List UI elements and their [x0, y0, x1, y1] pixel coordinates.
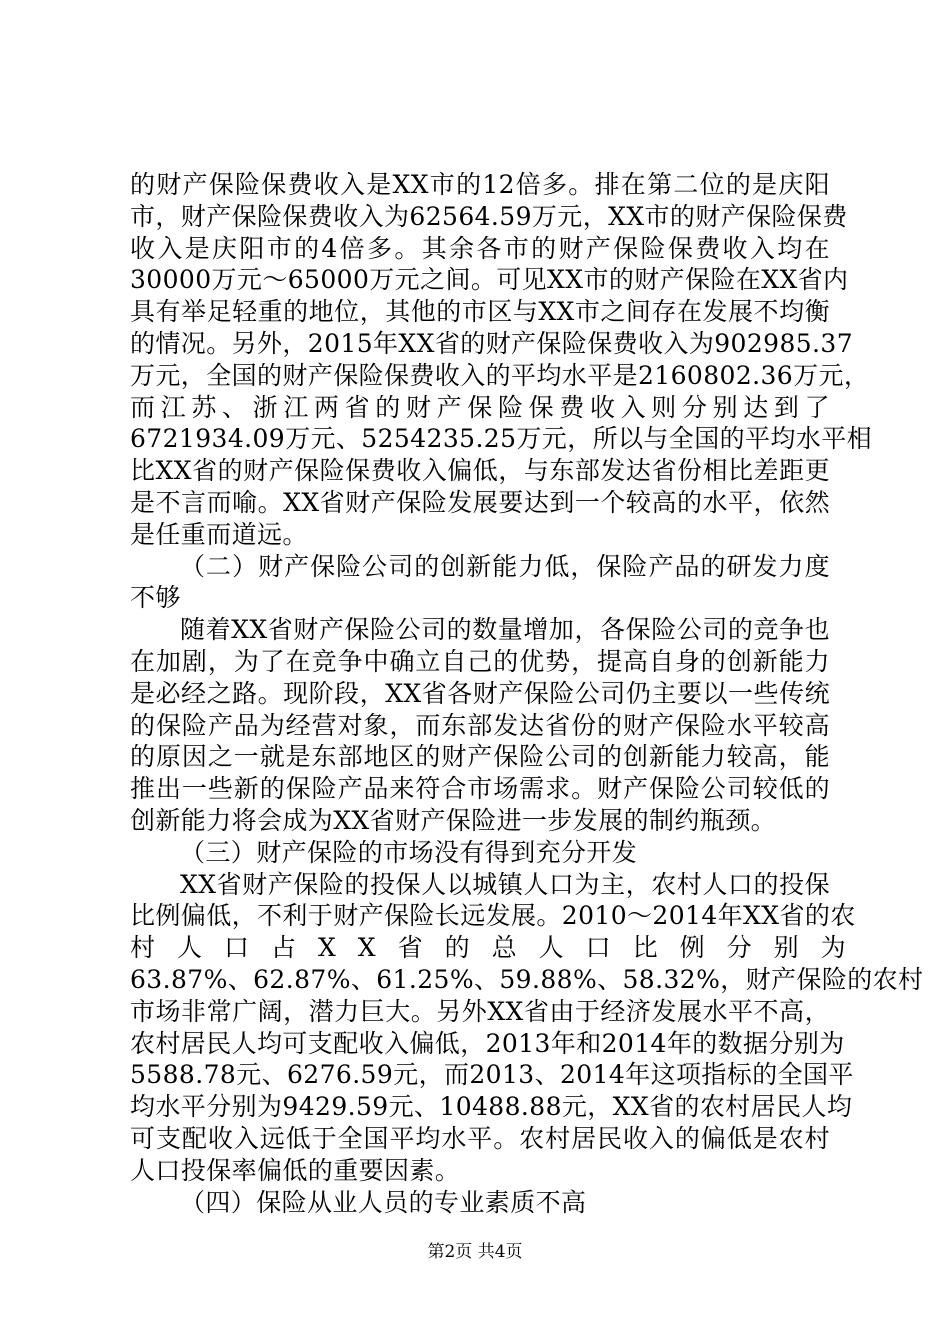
- paragraph-line: 的原因之一就是东部地区的财产保险公司的创新能力较高，能: [130, 742, 830, 772]
- paragraph-line: 均水平分别为9429.59元、10488.88元，XX省的农村居民人均: [130, 1092, 853, 1122]
- section-heading: （四）保险从业人员的专业素质不高: [180, 1187, 587, 1217]
- page-footer: 第2页 共4页: [427, 1242, 523, 1262]
- paragraph-line: 而江苏、浙江两省的财产保险保费收入则分别达到了: [130, 392, 830, 422]
- paragraph-line: 具有举足轻重的地位，其他的市区与XX市之间存在发展不均衡: [130, 297, 830, 327]
- paragraph-line: 是任重而道远。: [130, 519, 308, 549]
- paragraph-line: 比例偏低，不利于财产保险长远发展。2010～2014年XX省的农: [130, 901, 856, 931]
- paragraph-line: 万元，全国的财产保险保费收入的平均水平是2160802.36万元，: [130, 360, 870, 390]
- paragraph-line: 村人口占XX省的总人口比例分别为: [130, 933, 868, 963]
- paragraph-line: 创新能力将会成为XX省财产保险进一步发展的制约瓶颈。: [130, 806, 776, 835]
- paragraph-line: 是必经之路。现阶段，XX省各财产保险公司仍主要以一些传统: [130, 678, 830, 708]
- paragraph-line: 市，财产保险保费收入为62564.59万元，XX市的财产保险保费: [130, 201, 848, 231]
- paragraph-line: 市场非常广阔，潜力巨大。另外XX省由于经济发展水平不高，: [130, 996, 830, 1026]
- section-heading: （二）财产保险公司的创新能力低，保险产品的研发力度: [180, 551, 830, 581]
- paragraph-line: 可支配收入远低于全国平均水平。农村居民收入的偏低是农村: [130, 1124, 830, 1153]
- paragraph-line: 随着XX省财产保险公司的数量增加，各保险公司的竞争也: [180, 615, 830, 645]
- paragraph-line: 人口投保率偏低的重要因素。: [130, 1155, 461, 1185]
- section-heading: （三）财产保险的市场没有得到充分开发: [180, 837, 638, 867]
- paragraph-line: 的情况。另外，2015年XX省的财产保险保费收入为902985.37: [130, 329, 854, 358]
- paragraph-line: 推出一些新的保险产品来符合市场需求。财产保险公司较低的: [130, 774, 830, 804]
- paragraph-line: 63.87%、62.87%、61.25%、59.88%、58.32%，财产保险的农村: [130, 965, 924, 994]
- paragraph-line: 在加剧，为了在竞争中确立自己的优势，提高自身的创新能力: [130, 647, 830, 676]
- paragraph-line: 的保险产品为经营对象，而东部发达省份的财产保险水平较高: [130, 710, 830, 740]
- paragraph-line: 的财产保险保费收入是XX市的12倍多。排在第二位的是庆阳: [130, 170, 830, 199]
- paragraph-line: 6721934.09万元、5254235.25万元，所以与全国的平均水平相: [130, 424, 872, 454]
- paragraph-line: 农村居民人均可支配收入偏低，2013年和2014年的数据分别为: [130, 1028, 845, 1058]
- section-heading-continued: 不够: [130, 583, 181, 613]
- paragraph-line: XX省财产保险的投保人以城镇人口为主，农村人口的投保: [180, 869, 830, 899]
- paragraph-line: 30000万元～65000万元之间。可见XX市的财产保险在XX省内: [130, 265, 849, 295]
- paragraph-line: 收入是庆阳市的4倍多。其余各市的财产保险保费收入均在: [130, 233, 830, 263]
- paragraph-line: 比XX省的财产保险保费收入偏低，与东部发达省份相比差距更: [130, 456, 830, 486]
- paragraph-line: 5588.78元、6276.59元，而2013、2014年这项指标的全国平: [130, 1060, 854, 1090]
- paragraph-line: 是不言而喻。XX省财产保险发展要达到一个较高的水平，依然: [130, 488, 830, 517]
